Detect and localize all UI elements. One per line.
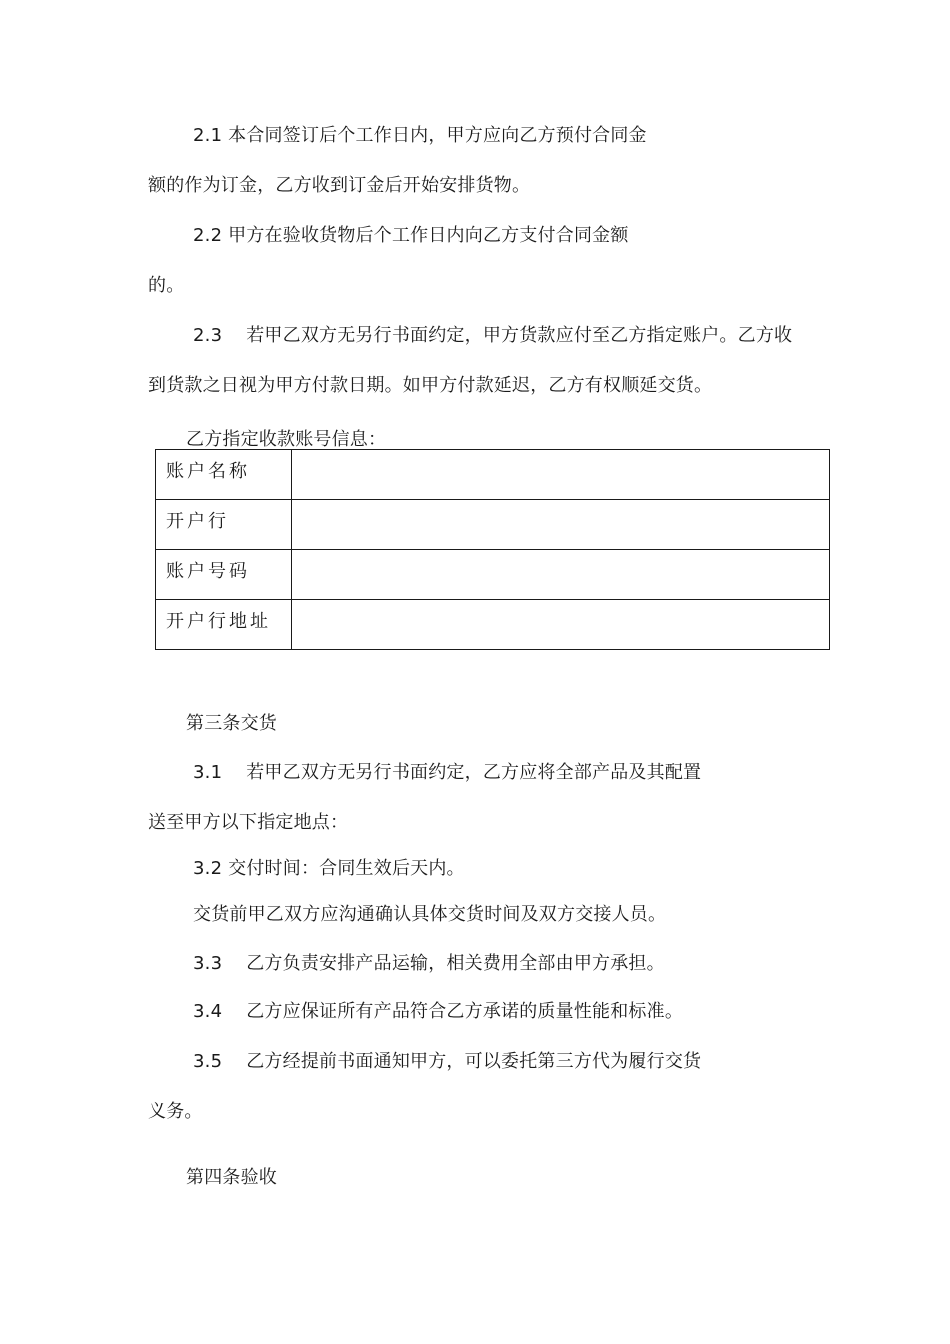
table-row	[156, 600, 830, 650]
paragraph-3-1-line-1	[193, 761, 701, 785]
account-number-label: 账户号码	[156, 550, 292, 600]
bank-value	[292, 500, 830, 550]
clause-text: 乙方负责安排产品运输，相关费用全部由甲方承担。	[246, 953, 665, 974]
clause-number: 3.4	[193, 1001, 223, 1022]
clause-number: 3.3	[193, 953, 223, 974]
table-row	[156, 450, 830, 500]
clause-number: 3.1	[193, 762, 223, 783]
clause-text: 甲方在验收货物后个工作日内向乙方支付合同金额	[228, 225, 629, 246]
account-number-value	[292, 550, 830, 600]
paragraph-3-3	[193, 952, 665, 976]
account-name-value	[292, 450, 830, 500]
paragraph-2-1-line-1	[193, 124, 647, 148]
account-info-table	[155, 449, 830, 650]
paragraph-2-1-line-2: 额的作为订金，乙方收到订金后开始安排货物。	[148, 175, 531, 196]
account-caption: 乙方指定收款账号信息：	[186, 429, 387, 450]
clause-text: 若甲乙双方无另行书面约定，甲方货款应付至乙方指定账户。乙方收	[246, 325, 793, 346]
clause-number: 2.3	[193, 325, 223, 346]
paragraph-3-2-line-2: 交货前甲乙双方应沟通确认具体交货时间及双方交接人员。	[193, 904, 667, 925]
clause-number: 3.2	[193, 858, 223, 879]
paragraph-2-2-line-2: 的。	[148, 275, 185, 296]
clause-text: 若甲乙双方无另行书面约定，乙方应将全部产品及其配置	[246, 762, 702, 783]
bank-address-label: 开户行地址	[156, 600, 292, 650]
table-row	[156, 550, 830, 600]
account-name-label: 账户名称	[156, 450, 292, 500]
paragraph-3-5-line-1	[193, 1050, 701, 1074]
clause-text: 乙方应保证所有产品符合乙方承诺的质量性能和标准。	[246, 1001, 684, 1022]
clause-text: 乙方经提前书面通知甲方，可以委托第三方代为履行交货	[246, 1051, 702, 1072]
paragraph-3-2-line-1	[193, 857, 465, 881]
clause-text: 交付时间：合同生效后天内。	[228, 858, 465, 879]
clause-text: 本合同签订后个工作日内，甲方应向乙方预付合同金	[228, 125, 647, 146]
clause-number: 2.1	[193, 125, 223, 146]
section-4-heading: 第四条验收	[186, 1167, 277, 1188]
paragraph-3-5-line-2: 义务。	[148, 1101, 203, 1122]
section-3-heading: 第三条交货	[186, 713, 277, 734]
bank-address-value	[292, 600, 830, 650]
paragraph-2-3-line-1	[193, 324, 792, 348]
paragraph-2-3-line-2: 到货款之日视为甲方付款日期。如甲方付款延迟，乙方有权顺延交货。	[148, 375, 713, 396]
paragraph-3-1-line-2: 送至甲方以下指定地点：	[148, 812, 349, 833]
clause-number: 2.2	[193, 225, 223, 246]
bank-label: 开户行	[156, 500, 292, 550]
clause-number: 3.5	[193, 1051, 223, 1072]
paragraph-2-2-line-1	[193, 224, 629, 248]
paragraph-3-4	[193, 1000, 683, 1024]
table-row	[156, 500, 830, 550]
